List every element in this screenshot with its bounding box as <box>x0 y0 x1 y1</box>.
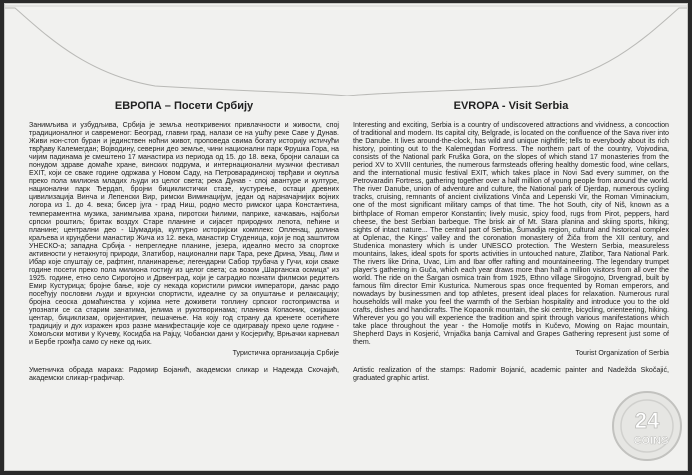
english-title: EVROPA - Visit Serbia <box>453 100 569 112</box>
coins-watermark-logo <box>605 384 688 468</box>
envelope-back <box>4 3 688 471</box>
serbian-text-column <box>29 100 339 382</box>
serbian-credit: Уметничка обрада марака: Радомир Бојанић, академски сликар и Надежда Скочајић, академски сликар-графичар. <box>29 366 339 383</box>
english-text-column <box>353 100 669 382</box>
envelope-flap <box>5 4 688 96</box>
english-signature: Tourist Organization of Serbia <box>575 349 669 358</box>
english-body: Interesting and exciting, Serbia is a country of undiscovered attractions and vividness, a concoction of traditional and modern. Its capital city, Belgrade, is located on the confluence of the Sava river into the Danube. It lives around-the-clock, has wild and unique nightlife; tells to everybody about its rich history, pointing out to the Kalemegdan Fortress. The northern part of the country, Vojvodina, consists of the National park Fruška Gora, on the slopes of which stand 17 monasteries from the period XV to XVIII centuries, the numerous farmsteads offering healthy domestic food, wine cellars, and the international music festival EXIT, which takes place in Novi Sad every summer, on the Petrovaradin Fortress, gathering together over a half million of young people from around the world. The river Danube, union of adventure and culture, the National park of Djerdap, numerous cycling tracks, cruising, remnants of ancient civilizations Vinča and Lepenski Vir, the Roman Viminacium, one of the most significant military camps of that time. The hot South, city of Niš, known as a birthplace of Roman emperor Konstantin; lively music, spicy food, rugs from Pirot, peppers, hard cheese, the best Serbian barbeque. The brisk air of Mt. Stara planina and skiing sports, hiking; sights of intact nature... The central part of Serbia, Šumadija region, cultural and historical complex at Oplenac, the Kings' valley and the coronation monastery of Žiča from the XII century, and Studenica monastery which is under UNESCO protection. The Western Serbia, measureless mountains, lakes, ideal spots for sports activities in untouched nature, Zlatibor, Tara National Park. The rivers like Drina, Uvac, Lim and Ibar offer rafting and mountaineering. The legendary trumpet player's gathering in Guča, which each year draws more than half a million visitors from all over the world. The ride on the Šargan osmica train from 1925, Ethno village Sirogojno, Drvengrad, built by famous film director Emir Kusturica. Numerous spas once frequented by Roman emperors, and nowadays by businessmen and top athletes, present ideal places for relaxation. Numerous rural households will make you feel the warmth of the Serbian hospitality and introduce you to the old crafts, dishes and handicrafts. The Kopaonik mountain, the ski centre, bicycling, orienteering, hiking. Wherever you go you will experience the tradition and spirit through various manifestations which take place throughout the year - the Homolje motifs in Kučevo, Mowing on Rajac mountain, Shepherd Days in Kosjerić, Vrnjačka banja Carnival and Grapes Gathering represent just some of them. <box>353 121 669 347</box>
serbian-body: Занимљива и узбудљива, Србија је земља неоткривених привлачности и живости, спој традиционалног и савременог: Београд, главни град, налази се на ушћу реке Саве у Дунав. Живи нон-стоп буран и јединствен ноћни живот, проповеда свима богату историју истичући тврђаву Калемегдан; Војводину, северни део земље, чини национални парк Фрушка Гора, на чијим падинама је смештено 17 манастира из периода од 15. до 18. века, бројни салаши са понудом здраве домаће хране, винских подрума, и интернационални музички фестивал EXIT, који се сваке године одржава у Новом Саду, на Петроварадинској тврђави и окупља преко пола милиона младих људи из целог света; река Дунав - спој авантуре и културе, национални парк Ђердап, бројни бициклистички стазе, кустурење, остаци древних цивилизација Винча и Лепенски Вир, римски Виминацијум, један од најзначајнијих војних логора из 1. до 4. века; бисер југа - град Ниш, родно место римског цара Константина, темпераментна музика, занимљива храна, пиротски ћилими, паприке, качкавањ, најбољи српски роштиљ; бритак воздух Старе планине и сијасет природних лепота, пећине и планине; централни део - Шумадија, културно историјски комплекс Опленац, долина краљева и крундбени манастир Жича из 12. века, манастир Студеница, који је под заштитом УНЕСКО-а; западна Србија - непрегледне планине, језера, идеално место за спортске активности у нетакнутој природи, Златибор, национални парк Тара, реке Дрина, Увац, Лим и Ибар које спуштају се, рафтинг, планинарење; легендарни Сабор трубача у Гучи, који сваке године посети преко пола милиона гостију из целог света; са возом „Шарганска осмица“ из 1925. године, етно село Сирогојно и Дрвенград, који је саградио познати филмски редитељ Емир Кустурица; бројне бање, које су некада користили римски императори, данас радо посећују пословни људи и врхунски спортисти, идеалне су за опуштање и релаксацију; бројна сеоска домаћинства у којима нете доживети топлину српског гостопримства и упознати се са старим занатима, јелима и рукотворинама; планина Копаоник, скијашки центар, бициклизам, оријентиринг, пешачење. На коју год страну да кренете осетићете традицију и дух изражен кроз разне манифестације које се одигравају преко целе године - Хомољски мотиви у Кучеву, Косидба на Рајцу, Чобански дани у Косјерићу, Врњачки карневал и Бербе грожђа само су неке од њих. <box>29 121 339 347</box>
watermark-number: 24 <box>634 408 660 433</box>
serbian-signature: Туристичка организација Србије <box>232 349 339 358</box>
serbian-title: ЕВРОПА – Посети Србију <box>114 100 254 112</box>
text-columns <box>5 100 688 471</box>
english-credit: Artistic realization of the stamps: Radomir Bojanić, academic painter and Nadežda Skočajić, graduated graphic artist. <box>353 366 669 383</box>
watermark-text: COINS <box>633 435 669 447</box>
